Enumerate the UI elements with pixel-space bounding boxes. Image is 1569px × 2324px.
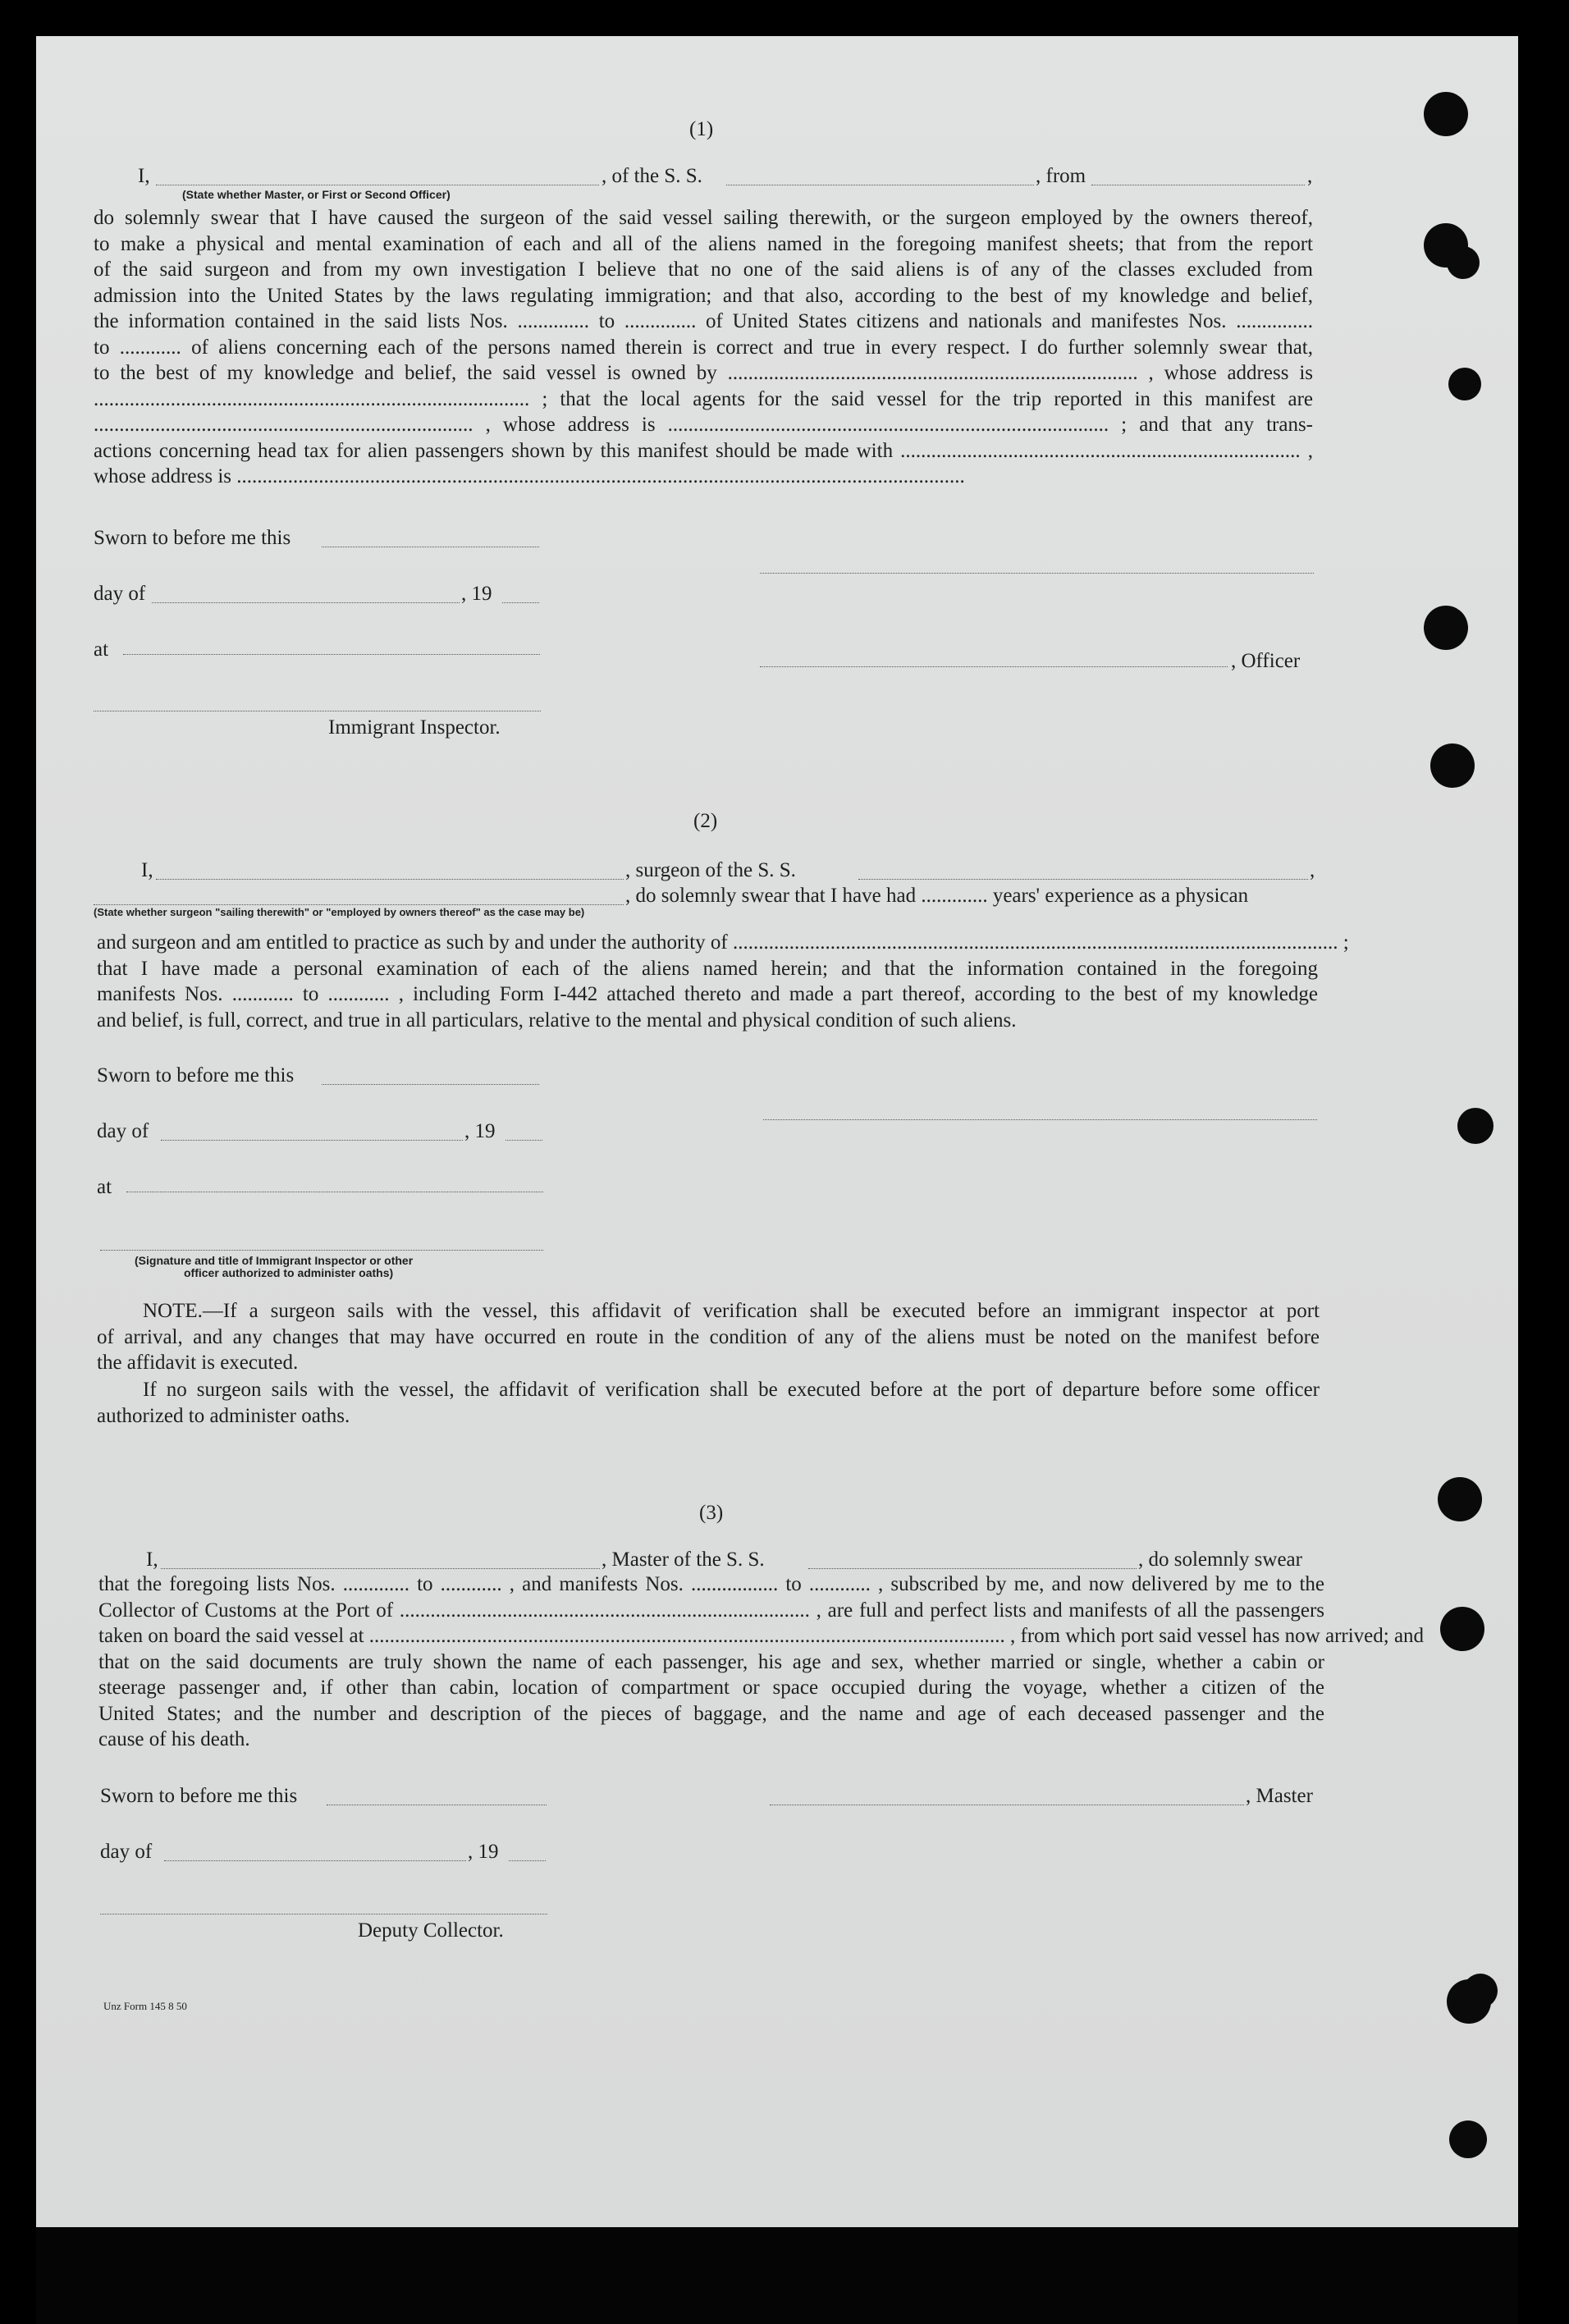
signature-line[interactable] (760, 666, 1228, 667)
form-number: Unz Form 145 8 50 (103, 2000, 187, 2012)
line-text: , Master of the S. S. (602, 1549, 765, 1571)
section-number: (2) (693, 810, 718, 832)
day-label: day of (100, 1841, 153, 1863)
dotted-field[interactable] (505, 1140, 542, 1141)
section-number: (1) (689, 118, 714, 140)
signature-line[interactable] (760, 573, 1314, 574)
affidavit-body: do solemnly swear that I have caused the surgeon of the said vessel sailing therewith, or the surgeon employed by the owners thereof, to make a physical and mental examination of each and all of the aliens named in the foregoing manifest sheets; that from the report of the said surgeon and from my own investigation I believe that no one of the said aliens is of any of the classes excluded from admission into the United States by the laws regulating immigration; and that also, according to the best of my knowledge and belief, the information contained in the said lists Nos. .............. to .............. of United States citizens and nationals and manifestes Nos. ............... to ............ of aliens concerning each of the persons named therein is correct and true in every respect. I do further solemnly swear that, to the best of my knowledge and belief, the said vessel is owned by ................................................................................ , whose address is ..................................................................................... ; that the local agents for the said vessel for the trip reported in this manifest are .......................................................................... , whose address is ...................................................................................... ; and that any trans- actions concerning head tax for alien passengers shown by this manifest should be made with .............................................................................. , whose address is .............................................................................................................................................. (94, 207, 1313, 487)
master-label: , Master (1246, 1785, 1313, 1807)
dotted-field[interactable] (94, 904, 624, 905)
sworn-label: Sworn to before me this (97, 1064, 295, 1087)
note-paragraph: NOTE.—If a surgeon sails with the vessel, this affidavit of verification shall be executed before an immigrant inspector at port of arrival, and any changes that may have occurred en route in the condition of any of the aliens must be noted on the manifest before the affidavit is executed. (97, 1300, 1320, 1374)
dotted-field[interactable] (808, 1568, 1137, 1569)
dotted-field[interactable] (858, 879, 1308, 880)
punch-hole (1448, 368, 1481, 400)
line-text: , surgeon of the S. S. (625, 859, 796, 881)
line-text: , (1310, 859, 1315, 881)
dotted-field[interactable] (161, 1140, 463, 1141)
line-text: I, (141, 859, 153, 881)
punch-hole (1457, 1108, 1494, 1144)
line-text: I, (146, 1549, 158, 1571)
dotted-field[interactable] (123, 654, 540, 655)
signature-line[interactable] (100, 1914, 547, 1915)
year-label: , 19 (464, 1120, 496, 1142)
affidavit-body: and surgeon and am entitled to practice as such by and under the authority of ...................................................................................................................... ; that I have made a personal examination of each of the aliens named herein; and that the information contained in the foregoing manifests Nos. ............ to ............ , including Form I-442 attached thereto and made a part thereof, according to the best of my knowledge and belief, is full, correct, and true in all particulars, relative to the mental and physical condition of such aliens. (97, 931, 1349, 1032)
dotted-field[interactable] (156, 879, 624, 880)
sworn-label: Sworn to before me this (100, 1785, 298, 1807)
year-label: , 19 (468, 1841, 499, 1863)
line-text: , of the S. S. (602, 165, 702, 187)
sworn-label: Sworn to before me this (94, 527, 291, 549)
affidavit-body: that the foregoing lists Nos. ............. to ............ , and manifests Nos. ................. to ............ , subscribed by me, and now delivered by me to the Collector of Customs at the Port of ................................................................................ , are full and perfect lists and manifests of all the passengers taken on board the said vessel at ............................................................................................................................ , from which port said vessel has now arrived; and that on the said documents are truly shown the name of each passenger, his age and sex, whether married or single, whether a cabin or steerage passenger and, if other than cabin, location of compartment or space occupied during the voyage, whether a citizen of the United States; and the number and description of the pieces of baggage, and the name and age of each deceased passenger and the cause of his death. (98, 1573, 1425, 1750)
line-text: , (1307, 165, 1313, 187)
punch-hole (1424, 606, 1468, 650)
day-label: day of (94, 583, 146, 605)
at-label: at (94, 638, 109, 661)
field-note: (State whether Master, or First or Second Officer) (182, 188, 451, 201)
dotted-field[interactable] (152, 602, 460, 603)
dotted-field[interactable] (161, 1568, 600, 1569)
line-text: I, (138, 165, 150, 187)
dotted-field[interactable] (322, 1084, 539, 1085)
dotted-field[interactable] (164, 1860, 466, 1861)
scan-border (36, 2227, 1518, 2324)
line-text: , do solemnly swear (1138, 1549, 1302, 1571)
signature-line[interactable] (763, 1119, 1317, 1120)
dotted-field[interactable] (509, 1860, 546, 1861)
punch-hole (1447, 246, 1480, 279)
punch-hole (1449, 2120, 1487, 2158)
punch-hole (1438, 1477, 1482, 1521)
field-note: (State whether surgeon "sailing therewith" or "employed by owners thereof" as the case may be) (94, 906, 585, 918)
signature-note: officer authorized to administer oaths) (184, 1266, 394, 1279)
year-label: , 19 (461, 583, 492, 605)
at-label: at (97, 1176, 112, 1198)
inspector-label: Immigrant Inspector. (328, 716, 501, 739)
punch-hole (1463, 1974, 1498, 2008)
punch-hole (1440, 1607, 1484, 1651)
dotted-field[interactable] (502, 602, 539, 603)
officer-label: , Officer (1231, 650, 1301, 672)
deputy-label: Deputy Collector. (358, 1919, 504, 1942)
punch-hole (1424, 92, 1468, 136)
note-paragraph: If no surgeon sails with the vessel, the affidavit of verification shall be executed before at the port of departure before some officer authorized to administer oaths. (97, 1379, 1320, 1427)
signature-note: (Signature and title of Immigrant Inspector or other (135, 1254, 414, 1267)
line-text: , do solemnly swear that I have had ............. years' experience as a physican (625, 885, 1249, 907)
line-text: , from (1036, 165, 1086, 187)
punch-hole (1430, 743, 1475, 788)
signature-line[interactable] (100, 1250, 543, 1251)
day-label: day of (97, 1120, 149, 1142)
section-number: (3) (699, 1502, 724, 1524)
